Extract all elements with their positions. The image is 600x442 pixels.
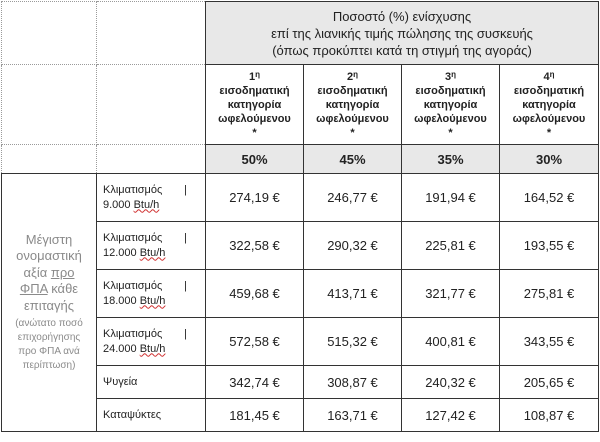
value-cell: 163,71 € (304, 399, 402, 432)
percentage-cell: 45% (304, 145, 402, 174)
value-cell: 246,77 € (304, 174, 402, 222)
value-cell: 290,32 € (304, 222, 402, 270)
value-cell: 321,77 € (402, 270, 500, 318)
value-cell: 127,42 € (402, 399, 500, 432)
value-cell: 343,55 € (500, 318, 599, 366)
income-category-3: $3^\eta$ εισοδηματική κατηγορία ωφελούμενου * (402, 65, 500, 145)
value-cell: 413,71 € (304, 270, 402, 318)
device-cell: Κλιματισμός | 18.000 Btu/h (97, 270, 206, 318)
device-cell: Καταψύκτες (97, 399, 206, 432)
value-cell: 108,87 € (500, 399, 599, 432)
device-cell: Ψυγεία (97, 366, 206, 399)
value-cell: 308,87 € (304, 366, 402, 399)
header-line-3: (όπως προκύπτει κατά τη στιγμή της αγοράς) (272, 42, 532, 58)
empty-corner-cell (97, 2, 206, 65)
income-category-1: $1^\eta$ εισοδηματική κατηγορία ωφελούμενου * (206, 65, 304, 145)
value-cell: 193,55 € (500, 222, 599, 270)
empty-corner-cell (97, 65, 206, 145)
max-value-label: Μέγιστη ονομαστική αξία προ ΦΠΑ κάθε επιταγής (ανώτατο ποσό επιχορήγησης προ ΦΠΑ ανά περίπτωση) (2, 174, 97, 432)
value-cell: 274,19 € (206, 174, 304, 222)
value-cell: 164,52 € (500, 174, 599, 222)
percentage-header (206, 2, 599, 65)
income-category-2: $2^\eta$ εισοδηματική κατηγορία ωφελούμενου * (304, 65, 402, 145)
header-line-1: Ποσοστό (%) ενίσχυσης (332, 8, 472, 24)
value-cell: 342,74 € (206, 366, 304, 399)
value-cell: 225,81 € (402, 222, 500, 270)
header-line-2: επί της λιανικής τιμής πώλησης της συσκευής (271, 25, 533, 41)
percentage-cell: 50% (206, 145, 304, 174)
value-cell: 191,94 € (402, 174, 500, 222)
device-cell: Κλιματισμός | 12.000 Btu/h (97, 222, 206, 270)
subsidy-table (1, 1, 599, 432)
value-cell: 400,81 € (402, 318, 500, 366)
device-cell: Κλιματισμός | 24.000 Btu/h (97, 318, 206, 366)
empty-corner-cell (2, 2, 97, 65)
value-cell: 322,58 € (206, 222, 304, 270)
device-cell: Κλιματισμός | 9.000 Btu/h (97, 174, 206, 222)
empty-corner-cell (2, 145, 97, 174)
empty-corner-cell (2, 65, 97, 145)
value-cell: 459,68 € (206, 270, 304, 318)
value-cell: 240,32 € (402, 366, 500, 399)
empty-corner-cell (97, 145, 206, 174)
value-cell: 515,32 € (304, 318, 402, 366)
percentage-cell: 35% (402, 145, 500, 174)
value-cell: 275,81 € (500, 270, 599, 318)
income-category-4: $4^\eta$ εισοδηματική κατηγορία ωφελούμενου * (500, 65, 599, 145)
value-cell: 205,65 € (500, 366, 599, 399)
value-cell: 572,58 € (206, 318, 304, 366)
value-cell: 181,45 € (206, 399, 304, 432)
percentage-cell: 30% (500, 145, 599, 174)
